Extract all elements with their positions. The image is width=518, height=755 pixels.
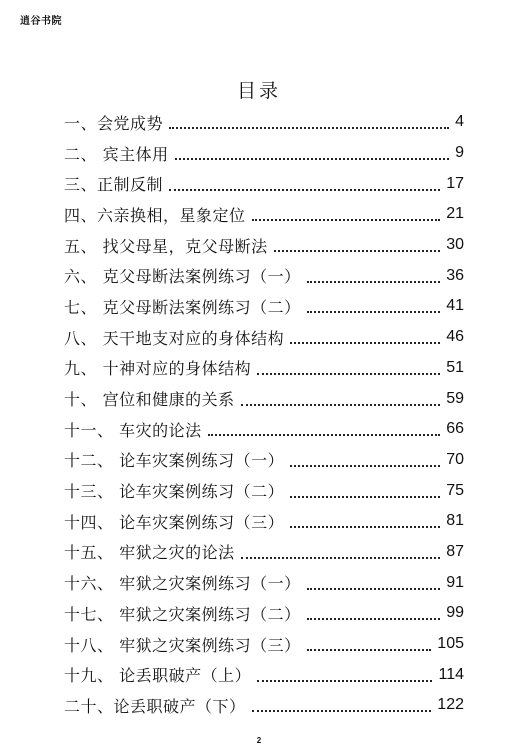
toc-entry-page: 51 <box>446 358 464 376</box>
toc-entry-page: 17 <box>446 174 464 192</box>
toc-entry-label: 十八、 牢狱之灾案例练习（三） <box>64 635 301 655</box>
toc-entry[interactable] <box>64 260 464 291</box>
page-title: 目录 <box>236 80 281 102</box>
dot-leader <box>257 373 440 375</box>
table-of-contents <box>64 107 464 721</box>
toc-entry[interactable] <box>64 414 464 445</box>
dot-leader <box>290 342 440 344</box>
toc-entry[interactable] <box>64 445 464 476</box>
toc-entry[interactable] <box>64 291 464 322</box>
dot-leader <box>274 250 441 252</box>
dot-leader <box>175 158 450 160</box>
toc-entry[interactable] <box>64 199 464 230</box>
toc-entry[interactable] <box>64 629 464 660</box>
toc-entry-label: 六、 克父母断法案例练习（一） <box>64 267 301 287</box>
toc-entry-page: 9 <box>455 144 464 162</box>
dot-leader <box>307 281 441 283</box>
toc-entry[interactable] <box>64 138 464 169</box>
page-number: 2 <box>256 736 262 745</box>
toc-entry-label: 七、 克父母断法案例练习（二） <box>64 297 301 317</box>
toc-entry-page: 46 <box>446 328 464 346</box>
toc-entry-label: 十三、 论车灾案例练习（二） <box>64 482 285 502</box>
toc-entry-label: 五、 找父母星，克父母断法 <box>64 236 268 256</box>
toc-entry-label: 十七、 牢狱之灾案例练习（二） <box>64 604 301 624</box>
toc-entry-page: 66 <box>446 420 464 438</box>
toc-entry-label: 九、 十神对应的身体结构 <box>64 359 252 379</box>
toc-entry-page: 122 <box>437 696 464 714</box>
toc-entry-label: 一、会党成势 <box>64 113 164 133</box>
toc-entry-label: 四、六亲换相，星象定位 <box>64 205 246 225</box>
dot-leader <box>252 710 432 712</box>
toc-entry-label: 十二、 论车灾案例练习（一） <box>64 451 285 471</box>
dot-leader <box>241 557 441 559</box>
toc-entry-label: 八、 天干地支对应的身体结构 <box>64 328 285 348</box>
dot-leader <box>290 465 440 467</box>
toc-entry-page: 4 <box>455 113 464 131</box>
toc-entry-page: 81 <box>446 512 464 530</box>
dot-leader <box>307 618 441 620</box>
toc-entry-page: 105 <box>437 635 464 653</box>
header-mark: 逍谷书院 <box>20 16 62 27</box>
toc-entry[interactable] <box>64 506 464 537</box>
toc-entry-page: 114 <box>438 665 464 683</box>
toc-entry[interactable] <box>64 168 464 199</box>
dot-leader <box>290 496 440 498</box>
dot-leader <box>208 434 441 436</box>
toc-entry[interactable] <box>64 322 464 353</box>
toc-entry-label: 二十、论丢职破产（下） <box>64 696 246 716</box>
toc-entry-page: 21 <box>446 205 464 223</box>
toc-entry[interactable] <box>64 659 464 690</box>
toc-entry-page: 70 <box>446 450 464 468</box>
toc-entry[interactable] <box>64 690 464 721</box>
toc-entry-page: 59 <box>446 389 464 407</box>
dot-leader <box>290 526 440 528</box>
toc-entry[interactable] <box>64 107 464 138</box>
dot-leader <box>241 404 441 406</box>
toc-entry[interactable] <box>64 537 464 568</box>
toc-entry-label: 十、 宫位和健康的关系 <box>64 390 235 410</box>
toc-entry[interactable] <box>64 383 464 414</box>
toc-entry-page: 36 <box>446 266 464 284</box>
toc-entry[interactable] <box>64 475 464 506</box>
dot-leader <box>169 189 440 191</box>
toc-entry-label: 三、正制反制 <box>64 175 164 195</box>
toc-entry-label: 二、 宾主体用 <box>64 144 169 164</box>
toc-entry-page: 99 <box>446 604 464 622</box>
dot-leader <box>307 311 441 313</box>
toc-entry[interactable] <box>64 353 464 384</box>
toc-entry[interactable] <box>64 598 464 629</box>
toc-entry-page: 75 <box>446 481 464 499</box>
toc-entry-page: 30 <box>446 236 464 254</box>
toc-entry-page: 91 <box>446 573 464 591</box>
toc-entry-label: 十四、 论车灾案例练习（三） <box>64 512 285 532</box>
toc-entry-label: 十一、 车灾的论法 <box>64 420 202 440</box>
toc-entry-label: 十九、 论丢职破产（上） <box>64 666 252 686</box>
toc-entry-page: 87 <box>446 542 464 560</box>
toc-entry-page: 41 <box>446 297 464 315</box>
dot-leader <box>307 649 432 651</box>
dot-leader <box>252 219 441 221</box>
dot-leader <box>307 588 441 590</box>
toc-entry[interactable] <box>64 567 464 598</box>
dot-leader <box>257 680 432 682</box>
toc-entry-label: 十六、 牢狱之灾案例练习（一） <box>64 574 301 594</box>
toc-entry[interactable] <box>64 230 464 261</box>
dot-leader <box>169 127 449 129</box>
toc-entry-label: 十五、 牢狱之灾的论法 <box>64 543 235 563</box>
